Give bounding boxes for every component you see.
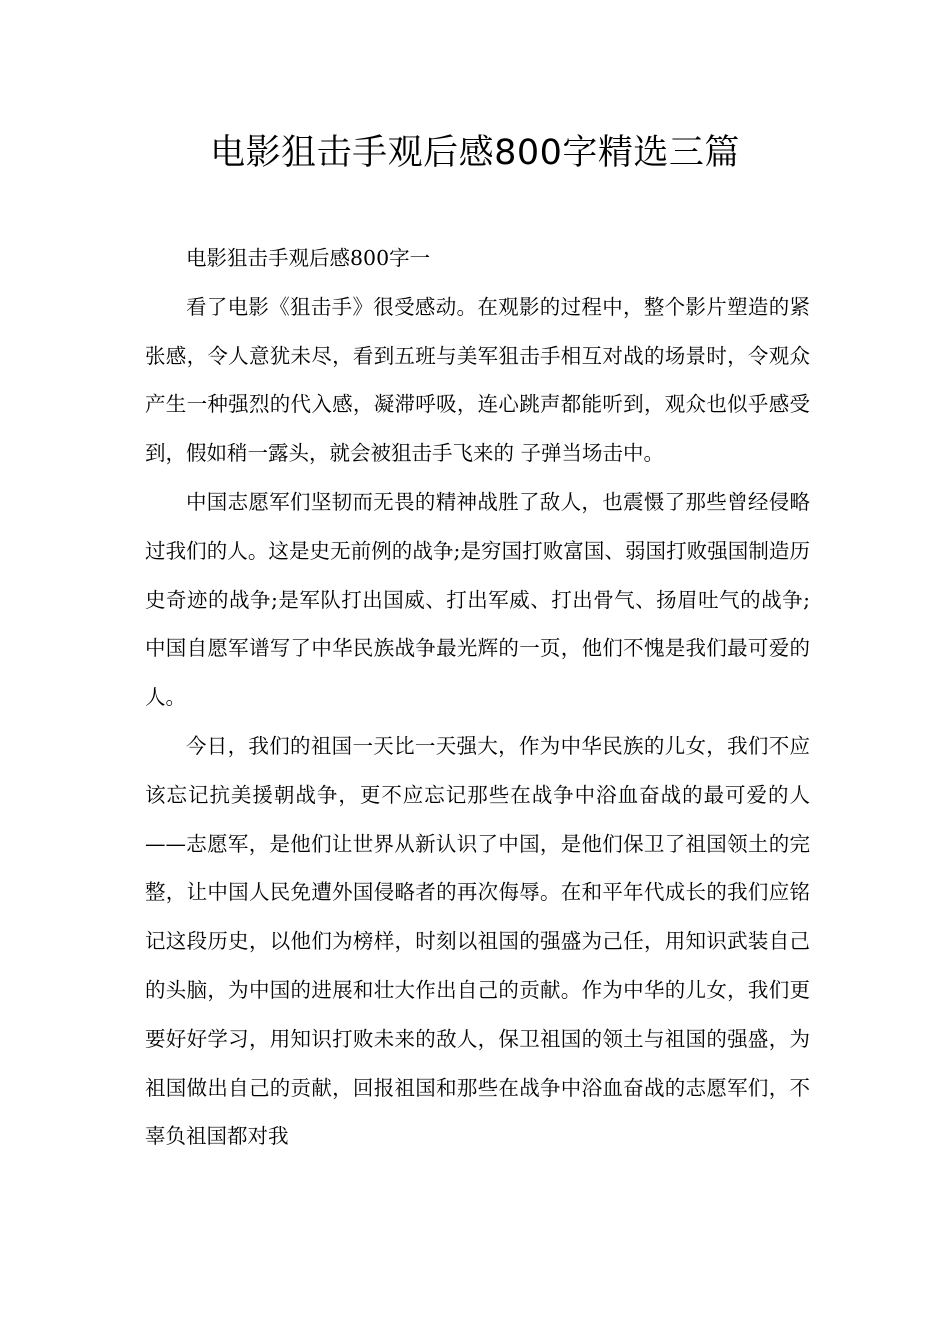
document-title: 电影狙击手观后感800字精选三篇 bbox=[210, 133, 740, 173]
paragraph-2: 中国志愿军们坚韧而无畏的精神战胜了敌人，也震慑了那些曾经侵略过我们的人。这是史无前例的战争;是穷国打败富国、弱国打败强国制造历史奇迹的战争;是军队打出国威、打出军威、打出骨气、扬眉吐气的战争;中国自愿军谱写了中华民族战争最光辉的一页，他们不愧是我们最可爱的人。 bbox=[145, 489, 810, 710]
paragraph-3: 今日，我们的祖国一天比一天强大，作为中华民族的儿女，我们不应该忘记抗美援朝战争，更不应忘记那些在战争中浴血奋战的最可爱的人——志愿军，是他们让世界从新认识了中国，是他们保卫了祖国领土的完整，让中国人民免遭外国侵略者的再次侮辱。在和平年代成长的我们应铭记这段历史，以他们为榜样，时刻以祖国的强盛为己任，用知识武装自己的头脑，为中国的进展和壮大作出自己的贡献。作为中华的儿女，我们更要好好学习，用知识打败未来的敌人，保卫祖国的领土与祖国的强盛，为祖国做出自己的贡献，回报祖国和那些在战争中浴血奋战的志愿军们，不辜负祖国都对我 bbox=[145, 733, 810, 1149]
section-heading: 电影狙击手观后感800字一 bbox=[186, 246, 431, 270]
paragraph-1: 看了电影《狙击手》很受感动。在观影的过程中，整个影片塑造的紧张感，令人意犹未尽，看到五班与美军狙击手相互对战的场景时，令观众产生一种强烈的代入感，凝滞呼吸，连心跳声都能听到，观众也似乎感受到，假如稍一露头，就会被狙击手飞来的 子弹当场击中。 bbox=[145, 294, 810, 466]
document-body bbox=[145, 234, 810, 1161]
